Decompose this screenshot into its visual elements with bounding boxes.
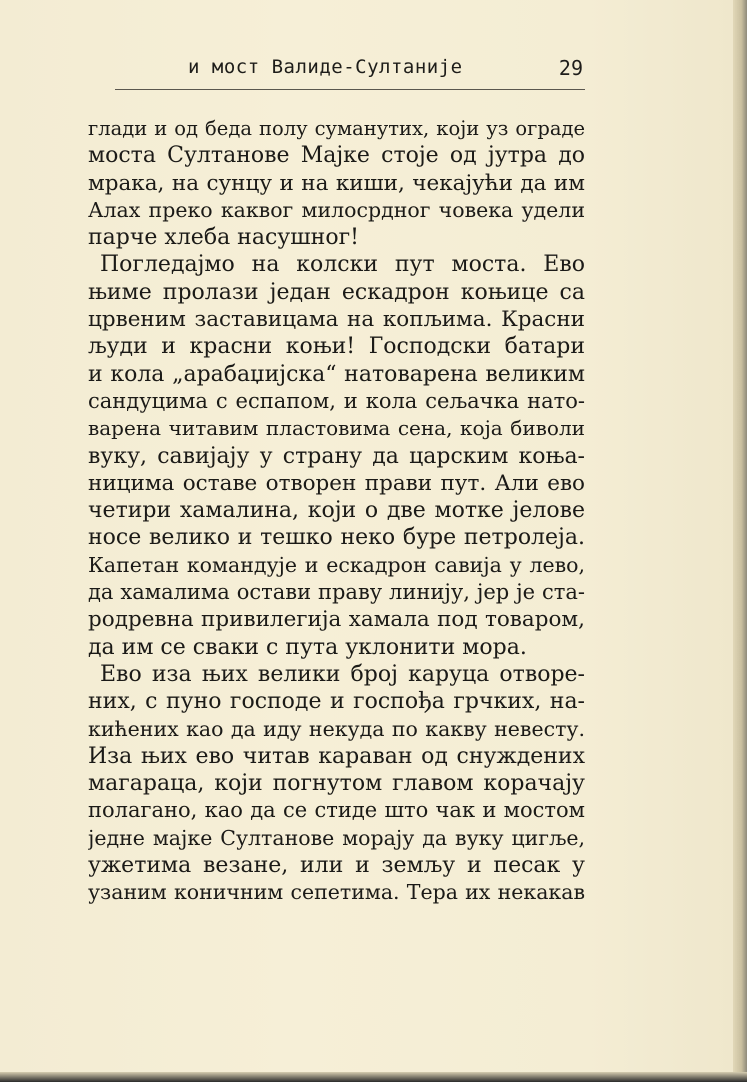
text-line: да хамалима остави праву линију, јер је ста- [88, 580, 585, 605]
text-line: вуку, савијају у страну да царским коња- [88, 443, 585, 469]
text-line: Капетан командује и ескадрон савија у лево, [88, 552, 585, 577]
text-line: и кола „арабаџијска“ натоварена великим [88, 361, 585, 387]
text-line: ницима оставе отворен прави пут. Али ево [88, 470, 585, 496]
text-line: родревна привилегија хамала под товаром, [88, 607, 585, 633]
text-line: сандуцима с еспапом, и кола сељачка нато- [88, 388, 585, 413]
running-title: и мост Валиде-Султаније [188, 56, 463, 78]
text-line: Алах преко каквог милосрдног човека удели [88, 197, 585, 222]
text-line: четири хамалина, који о две мотке јелове [88, 498, 585, 524]
text-line: магараца, који погнутом главом корачају [88, 771, 585, 797]
text-line: да им се сваки с пута уклонити мора. [88, 634, 527, 660]
running-head [115, 56, 585, 84]
text-line: њиме пролази један ескадрон коњице са [88, 279, 585, 305]
paragraph-start-line: Погледајмо на колски пут моста. Ево [100, 252, 585, 278]
text-line: кићених као да иду некуда по какву невесту. [88, 716, 585, 741]
text-line: ужетима везане, или и земљу и песак у [88, 853, 585, 879]
text-line: мрака, на сунцу и на киши, чекајући да им [88, 170, 585, 196]
text-line: них, с пуно господе и госпођа грчких, на- [88, 689, 585, 715]
text-line: Иза њих ево читав караван од снуждених [88, 743, 585, 769]
paragraph-start-line: Ево иза њих велики број каруца отворе- [100, 661, 585, 687]
text-line: људи и красни коњи! Господски батари [88, 334, 585, 360]
page-edge-shadow [733, 0, 747, 1082]
text-line: полагано, као да се стиде што чак и мостом [88, 798, 585, 823]
body-text [88, 115, 585, 907]
text-line: носе велико и тешко неко буре петролеја. [88, 525, 585, 551]
header-rule [115, 89, 585, 90]
text-line: моста Султанове Мајке стоје од јутра до [88, 143, 585, 169]
page-bottom-edge [0, 1072, 747, 1082]
text-line: једне мајке Султанове морају да вуку цигље, [88, 825, 585, 850]
page-number: 29 [558, 56, 583, 80]
text-line: црвеним заставицама на копљима. Красни [88, 307, 585, 333]
text-line: парче хлеба насушног! [88, 225, 359, 251]
text-line: узаним коничним сепетима. Тера их некакав [88, 880, 585, 905]
text-line: глади и од беда полу суманутих, који уз ограде [88, 117, 585, 140]
text-line: варена читавим пластовима сена, која биволи [88, 416, 585, 441]
